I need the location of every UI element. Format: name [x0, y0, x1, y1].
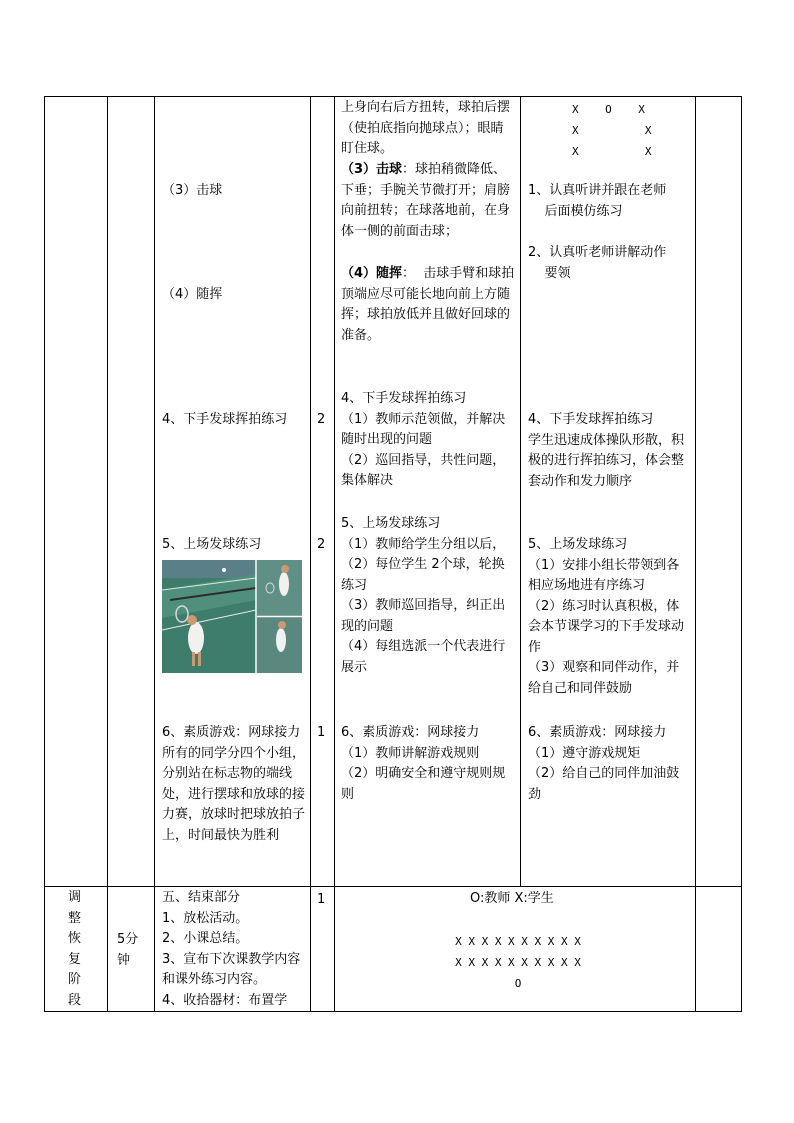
- follow-text: ： 击球手臂和球拍顶端应尽可能长地向前上方随挥；球拍放低并且做好回球的准备。: [341, 266, 515, 343]
- follow-label: （4）随挥: [162, 287, 223, 302]
- student-game6: 6、素质游戏：网球接力 （1）遵守游戏规矩 （2）给自己的同伴加油鼓劲: [528, 725, 680, 802]
- phase-time: 5分 钟: [117, 932, 139, 968]
- formation-diagram: X O X X X X X: [572, 103, 652, 158]
- serve-intro-text: 上身向右后方扭转，球拍后摆（使拍底指向抛球点）；眼睛盯住球。: [341, 100, 511, 156]
- drill4-label: 4、下手发球挥拍练习: [162, 412, 288, 427]
- student-drill5: 5、上场发球练习 （1）安排小组长带领到各相应场地进有序练习 （2）练习时认真积极，体会本节课学习的下手发球动作 （3）观察和同伴动作，并给自己和同伴鼓励: [528, 537, 685, 696]
- game6-label: 6、素质游戏：网球接力 所有的同学分四个小组，分别站在标志物的端线处，进行摆球和放球的接力赛，放球时把球放拍子上，时间最快为胜利: [162, 725, 306, 843]
- teacher-game6: 6、素质游戏：网球接力 （1）教师讲解游戏规则 （2）明确安全和遵守规则规则: [341, 725, 506, 802]
- reps-game6: 1: [317, 725, 326, 740]
- student-drill4: 4、下手发球挥拍练习 学生迅速成体操队形散，积极的进行挥拍练习，体会整套动作和发力顺序: [528, 412, 685, 489]
- reps-drill4: 2: [317, 412, 326, 427]
- teacher-drill4: 4、下手发球挥拍练习 （1）教师示范领做，并解决随时出现的问题 （2）巡回指导，共性问题，集体解决: [341, 391, 506, 488]
- hit-title: （3）击球: [341, 162, 403, 177]
- drill5-label: 5、上场发球练习: [162, 537, 262, 552]
- phase-label: 调 整 恢 复 阶 段: [68, 890, 82, 1008]
- student-point-2: 2、认真听老师讲解动作 要领: [528, 245, 667, 281]
- end-legend: O:教师 X:学生: [470, 891, 554, 906]
- tennis-serve-photo: [162, 560, 302, 673]
- hit-label: （3）击球: [162, 183, 223, 198]
- follow-description: [341, 264, 515, 346]
- follow-title: （4）随挥: [341, 266, 403, 281]
- end-formation: X X X X X X X X X X X X X X X X X X X X O: [455, 935, 581, 990]
- hit-description: [341, 160, 515, 242]
- student-point-1: 1、认真听讲并跟在老师 后面模仿练习: [528, 183, 667, 219]
- teacher-drill5: 5、上场发球练习 （1）教师给学生分组以后， （2）每位学生 2个球，轮换练习 （3）教师巡回指导，纠正出现的问题 （4）每组选派一个代表进行展示: [341, 516, 506, 675]
- reps-drill5: 2: [317, 537, 326, 552]
- end-content: 五、结束部分 1、放松活动。 2、小课总结。 3、宣布下次课教学内容和课外练习内容。 4、收拾器材：布置学: [162, 890, 301, 1008]
- reps-end: 1: [317, 892, 326, 907]
- hit-text: ：球拍稍微降低、下垂；手腕关节微打开；肩膀向前扭转；在球落地前，在身体一侧的前面击球；: [341, 162, 511, 239]
